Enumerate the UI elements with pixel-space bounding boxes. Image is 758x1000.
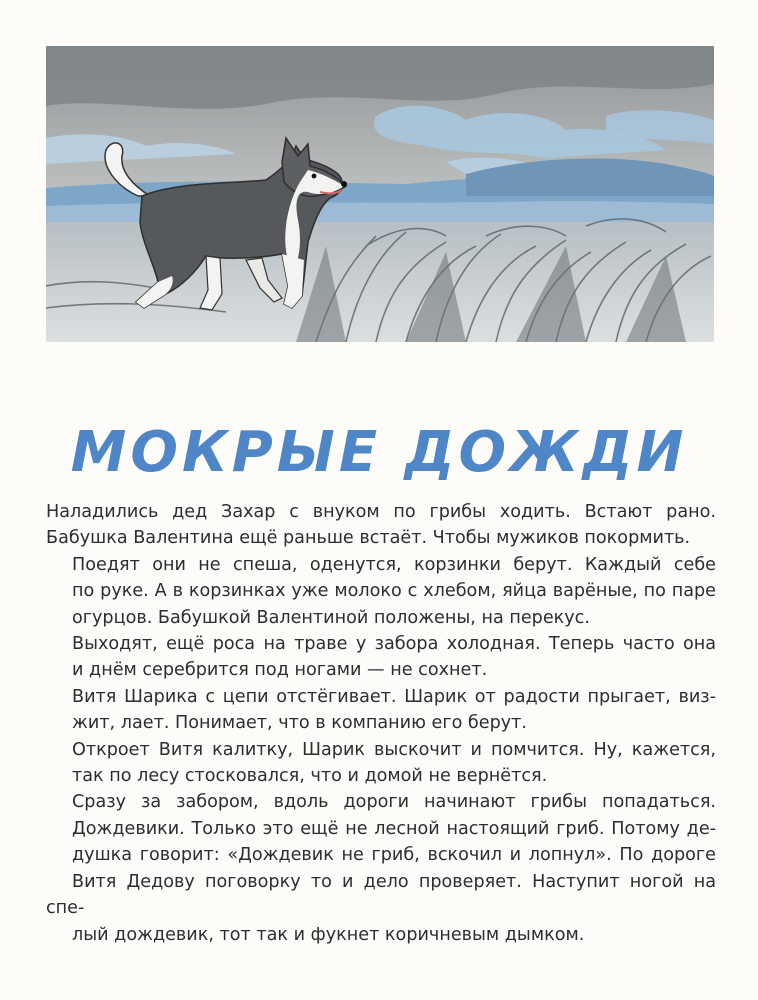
dog-running-in-field-illustration — [46, 46, 714, 342]
story-text — [46, 499, 716, 948]
paragraph — [46, 499, 716, 552]
text-line: жит, лает. Понимает, что в компанию его берут. — [72, 713, 528, 734]
text-line: Бабушка Валентина ещё раньше встаёт. Чтобы мужиков покормить. — [46, 528, 691, 549]
text-line: Наладились дед Захар с внуком по грибы ходить. Встают рано. — [46, 502, 716, 522]
paragraph — [46, 789, 716, 947]
text-line: Откроет Витя калитку, Шарик выскочит и помчится. Ну, кажется, — [72, 739, 716, 760]
chapter-title: МОКРЫЕ ДОЖДИ — [70, 419, 688, 485]
text-line: Выходят, ещё роса на траве у забора холодная. Теперь часто она — [72, 634, 716, 655]
text-line: огурцов. Бабушкой Валентиной положены, на перекус. — [72, 607, 590, 628]
text-line: и днём серебрится под ногами — не сохнет. — [72, 660, 488, 681]
paragraph — [46, 631, 716, 684]
text-line: так по лесу стосковался, что и домой не вернётся. — [72, 766, 548, 787]
text-line: по руке. А в корзинках уже молоко с хлебом, яйца варёные, по паре — [72, 581, 716, 602]
text-line: Витя Шарика с цепи отстёгивает. Шарик от радости прыгает, виз- — [72, 686, 716, 707]
text-line: лый дождевик, тот так и фукнет коричневым дымком. — [72, 924, 585, 945]
text-line: Поедят они не спеша, оденутся, корзинки берут. Каждый себе — [72, 554, 716, 575]
paragraph — [46, 737, 716, 790]
text-line: Дождевики. Только это ещё не лесной настоящий гриб. Потому де- — [72, 818, 716, 839]
paragraph — [46, 684, 716, 737]
text-line: Сразу за забором, вдоль дороги начинают грибы попадаться. — [72, 792, 716, 813]
text-line: душка говорит: «Дождевик не гриб, вскочил и лопнул». По дороге — [72, 845, 716, 866]
paragraph — [46, 552, 716, 631]
illustration-drawing — [46, 46, 714, 342]
text-line: Витя Дедову поговорку то и дело проверяет. Наступит ногой на спе- — [46, 871, 716, 919]
